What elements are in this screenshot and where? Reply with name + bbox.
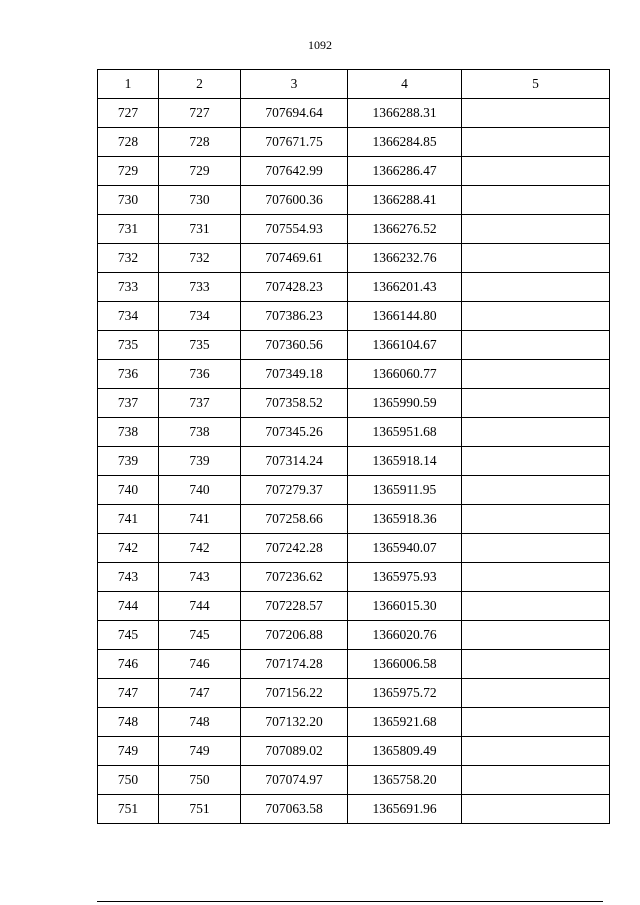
table-row: [98, 157, 610, 186]
table-row: [98, 331, 610, 360]
table-cell: 1366144.80: [348, 302, 462, 331]
table-row: [98, 679, 610, 708]
table-cell: 707345.26: [241, 418, 348, 447]
table-cell: 1366288.41: [348, 186, 462, 215]
table-row: [98, 302, 610, 331]
table-row: [98, 766, 610, 795]
table-cell: 1365940.07: [348, 534, 462, 563]
table-cell: 1365809.49: [348, 737, 462, 766]
table-cell: [462, 157, 610, 186]
table-cell: 737: [159, 389, 241, 418]
table-cell: 1365758.20: [348, 766, 462, 795]
table-cell: [462, 795, 610, 824]
table-cell: 1366276.52: [348, 215, 462, 244]
table-cell: 742: [98, 534, 159, 563]
table-cell: 729: [159, 157, 241, 186]
table-cell: 707236.62: [241, 563, 348, 592]
table-cell: 735: [159, 331, 241, 360]
table-cell: [462, 244, 610, 273]
table-cell: 736: [98, 360, 159, 389]
table-cell: 1365990.59: [348, 389, 462, 418]
table-cell: 1366201.43: [348, 273, 462, 302]
table-cell: 727: [98, 99, 159, 128]
table-cell: 742: [159, 534, 241, 563]
table-cell: 707063.58: [241, 795, 348, 824]
table-cell: 734: [159, 302, 241, 331]
table-cell: [462, 99, 610, 128]
table-body: [98, 99, 610, 824]
table-cell: 1366232.76: [348, 244, 462, 273]
table-cell: 737: [98, 389, 159, 418]
table-cell: 748: [98, 708, 159, 737]
table-cell: [462, 331, 610, 360]
table-cell: [462, 186, 610, 215]
table-cell: 707089.02: [241, 737, 348, 766]
table-cell: 727: [159, 99, 241, 128]
table-cell: [462, 737, 610, 766]
table-cell: 1365975.72: [348, 679, 462, 708]
table-cell: 739: [98, 447, 159, 476]
table-cell: 707360.56: [241, 331, 348, 360]
table-cell: 733: [98, 273, 159, 302]
table-cell: [462, 302, 610, 331]
table-cell: 707428.23: [241, 273, 348, 302]
table-cell: 1366286.47: [348, 157, 462, 186]
table-cell: 744: [159, 592, 241, 621]
table-cell: 733: [159, 273, 241, 302]
table-cell: 1365975.93: [348, 563, 462, 592]
table-cell: 1365918.36: [348, 505, 462, 534]
table-row: [98, 621, 610, 650]
table-cell: 1366104.67: [348, 331, 462, 360]
table-cell: [462, 650, 610, 679]
table-cell: 1365911.95: [348, 476, 462, 505]
table-row: [98, 476, 610, 505]
table-cell: [462, 766, 610, 795]
table-cell: [462, 505, 610, 534]
table-cell: 735: [98, 331, 159, 360]
footer-rule: [97, 901, 603, 902]
table-row: [98, 360, 610, 389]
table-cell: 707386.23: [241, 302, 348, 331]
table-cell: 707228.57: [241, 592, 348, 621]
table-cell: 707694.64: [241, 99, 348, 128]
table-cell: 707469.61: [241, 244, 348, 273]
table-row: [98, 215, 610, 244]
table-cell: 1365951.68: [348, 418, 462, 447]
table-cell: [462, 418, 610, 447]
table-row: [98, 592, 610, 621]
column-header: 5: [462, 70, 610, 99]
table-cell: [462, 592, 610, 621]
table-cell: 745: [98, 621, 159, 650]
table-cell: 731: [98, 215, 159, 244]
table-cell: 730: [98, 186, 159, 215]
table-row: [98, 650, 610, 679]
table-cell: 751: [159, 795, 241, 824]
table-cell: 739: [159, 447, 241, 476]
coordinates-table: [97, 69, 610, 824]
table-cell: 707642.99: [241, 157, 348, 186]
table-cell: 1366288.31: [348, 99, 462, 128]
table-cell: [462, 679, 610, 708]
table-cell: 707258.66: [241, 505, 348, 534]
table-cell: 730: [159, 186, 241, 215]
table-cell: 1366020.76: [348, 621, 462, 650]
table-cell: [462, 360, 610, 389]
table-cell: 749: [159, 737, 241, 766]
table-cell: 731: [159, 215, 241, 244]
table-row: [98, 563, 610, 592]
column-header: 2: [159, 70, 241, 99]
table-cell: 732: [159, 244, 241, 273]
table-cell: 707600.36: [241, 186, 348, 215]
table-cell: 707349.18: [241, 360, 348, 389]
table-cell: 1366060.77: [348, 360, 462, 389]
table-cell: 751: [98, 795, 159, 824]
table-cell: 1366015.30: [348, 592, 462, 621]
table-cell: [462, 273, 610, 302]
table-cell: 732: [98, 244, 159, 273]
table-cell: 740: [98, 476, 159, 505]
table-row: [98, 418, 610, 447]
table-row: [98, 737, 610, 766]
table-cell: [462, 215, 610, 244]
table-cell: [462, 708, 610, 737]
table-row: [98, 244, 610, 273]
table-cell: 741: [159, 505, 241, 534]
table-cell: 747: [98, 679, 159, 708]
table-cell: 707132.20: [241, 708, 348, 737]
table-cell: 728: [98, 128, 159, 157]
table-cell: 728: [159, 128, 241, 157]
table-cell: 707206.88: [241, 621, 348, 650]
table-row: [98, 128, 610, 157]
page-number: 1092: [308, 38, 332, 52]
table-cell: 1365918.14: [348, 447, 462, 476]
table-cell: 729: [98, 157, 159, 186]
table-cell: 1365921.68: [348, 708, 462, 737]
table-row: [98, 273, 610, 302]
table-cell: 1366284.85: [348, 128, 462, 157]
table-cell: [462, 621, 610, 650]
table-header-row: [98, 70, 610, 99]
table-row: [98, 708, 610, 737]
table-cell: [462, 389, 610, 418]
table-cell: 707671.75: [241, 128, 348, 157]
table-cell: 744: [98, 592, 159, 621]
table-cell: [462, 534, 610, 563]
table-row: [98, 99, 610, 128]
table-cell: 741: [98, 505, 159, 534]
column-header: 4: [348, 70, 462, 99]
table-cell: 734: [98, 302, 159, 331]
table-cell: 738: [159, 418, 241, 447]
table-cell: [462, 447, 610, 476]
table-row: [98, 389, 610, 418]
table-row: [98, 795, 610, 824]
table-cell: 707554.93: [241, 215, 348, 244]
table-cell: 707279.37: [241, 476, 348, 505]
table-cell: 743: [98, 563, 159, 592]
table-cell: [462, 476, 610, 505]
table-cell: 743: [159, 563, 241, 592]
table-cell: 750: [159, 766, 241, 795]
table-cell: 738: [98, 418, 159, 447]
column-header: 3: [241, 70, 348, 99]
table-cell: 747: [159, 679, 241, 708]
table-cell: 707156.22: [241, 679, 348, 708]
table-row: [98, 186, 610, 215]
table-cell: 1365691.96: [348, 795, 462, 824]
table-cell: 746: [98, 650, 159, 679]
table-cell: 707074.97: [241, 766, 348, 795]
table-row: [98, 505, 610, 534]
table-cell: 740: [159, 476, 241, 505]
table-cell: 707174.28: [241, 650, 348, 679]
table-cell: 707314.24: [241, 447, 348, 476]
table-cell: 746: [159, 650, 241, 679]
table-row: [98, 534, 610, 563]
table-cell: 748: [159, 708, 241, 737]
table-cell: 750: [98, 766, 159, 795]
table-cell: 707242.28: [241, 534, 348, 563]
table-cell: 749: [98, 737, 159, 766]
table-cell: 707358.52: [241, 389, 348, 418]
table-cell: 745: [159, 621, 241, 650]
table-cell: [462, 563, 610, 592]
table-cell: [462, 128, 610, 157]
table-cell: 1366006.58: [348, 650, 462, 679]
table-row: [98, 447, 610, 476]
column-header: 1: [98, 70, 159, 99]
table-cell: 736: [159, 360, 241, 389]
